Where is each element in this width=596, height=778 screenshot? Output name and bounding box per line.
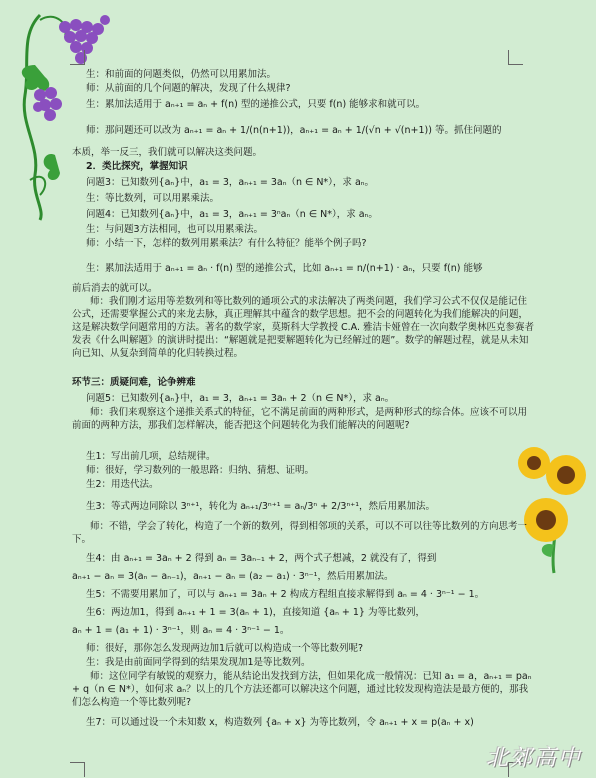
text-line: 师：小结一下，怎样的数列用累乘法？有什么特征？能举个例子吗? [86, 238, 367, 249]
sunflower-decoration [516, 445, 596, 575]
text-line: 生：与问题3方法相同，也可以用累乘法。 [86, 224, 264, 235]
problem-3: 问题3：已知数列{aₙ}中，a₁ = 3，aₙ₊₁ = 3aₙ（n ∈ N*），求 aₙ。 [86, 177, 375, 188]
text-line: 生5：不需要用累加了，可以与 aₙ₊₁ = 3aₙ + 2 构成方程组直接求解得到 aₙ = 4 · 3ⁿ⁻¹ − 1。 [86, 589, 485, 600]
text-line: 师：很好，那你怎么发现两边加1后就可以构造成一个等比数列呢? [86, 643, 364, 654]
text-line: 生4：由 aₙ₊₁ = 3aₙ + 2 得到 aₙ = 3aₙ₋₁ + 2，两个式子想减，2 就没有了，得到 [86, 553, 437, 564]
problem-4: 问题4：已知数列{aₙ}中，a₁ = 3，aₙ₊₁ = 3ⁿaₙ（n ∈ N*），求 aₙ。 [86, 209, 378, 220]
corner-mark-bottom-left [70, 762, 85, 777]
text-line: 生：我是由前面同学得到的结果发现加1是等比数列。 [86, 657, 311, 668]
corner-mark-top-right [508, 50, 523, 65]
text-line: 前后消去的就可以。 [72, 283, 158, 294]
text-line: aₙ₊₁ − aₙ = 3(aₙ − aₙ₋₁)，aₙ₊₁ − aₙ = (a₂ − a₁) · 3ⁿ⁻¹，然后用累加法。 [72, 571, 394, 582]
text-line: 生7：可以通过设一个未知数 x，构造数列 {aₙ + x} 为等比数列，令 aₙ₊₁ + x = p(aₙ + x) [86, 717, 474, 728]
watermark: 北郊高中 [485, 746, 582, 771]
paragraph: 师：不错，学会了转化，构造了一个新的数列，得到相邻项的关系，可以不可以往等比数列的方向思考一下。 [72, 521, 528, 545]
text-line: 本质，举一反三，我们就可以解决这类问题。 [72, 147, 263, 158]
problem-5: 问题5：已知数列{aₙ}中，a₁ = 3，aₙ₊₁ = 3aₙ + 2（n ∈ N*），求 aₙ。 [86, 393, 395, 404]
text-line: 生：等比数列，可以用累乘法。 [86, 193, 220, 204]
text-line: 师：从前面的几个问题的解决，发现了什么规律? [86, 83, 291, 94]
text-line: 师：那问题还可以改为 aₙ₊₁ = aₙ + 1/(n(n+1))，aₙ₊₁ = aₙ + 1/(√n + √(n+1)) 等。抓住问题的 [86, 125, 502, 136]
text-line: 生2：用迭代法。 [86, 479, 159, 490]
text-line: 生1：写出前几项，总结规律。 [86, 451, 216, 462]
text-line: 生3：等式两边同除以 3ⁿ⁺¹，转化为 aₙ₊₁/3ⁿ⁺¹ = aₙ/3ⁿ + 2/3ⁿ⁺¹，然后用累加法。 [86, 501, 436, 512]
corner-mark-top-left [70, 50, 85, 65]
text-line: 生：累加法适用于 aₙ₊₁ = aₙ + f(n) 型的递推公式，只要 f(n) 能够求和就可以。 [86, 99, 426, 110]
text-line: 师：很好，学习数列的一般思路：归纳、猜想、证明。 [86, 465, 315, 476]
section-heading: 环节三：质疑问难，论争辨难 [72, 377, 196, 388]
text-line: aₙ + 1 = (a₁ + 1) · 3ⁿ⁻¹，则 aₙ = 4 · 3ⁿ⁻¹ − 1。 [72, 625, 290, 636]
paragraph: 师：我们来观察这个递推关系式的特征，它不满足前面的两种形式，是两种形式的综合体。应该不可以用前面的两种方法，那我们怎样解决，能否把这个问题转化为我们能解决的问题呢? [72, 407, 528, 431]
text-line: 生：累加法适用于 aₙ₊₁ = aₙ · f(n) 型的递推公式，比如 aₙ₊₁ = n/(n+1) · aₙ，只要 f(n) 能够 [86, 263, 483, 274]
paragraph: 师：我们刚才运用等差数列和等比数列的通项公式的求法解决了两类问题，我们学习公式不仅仅是能记住公式，还需要掌握公式的来龙去脉，真正理解其中蕴含的数学思想。把不会的问题转化为我们能解决的问题，这是解决数学问题常用的方法。著名的数学家，莫斯科大学教授 C.A. 雅洁卡娅曾在一次向数学奥林匹克参赛者发表《什么叫解题》的演讲时提出：“解题就是把要解题转化为已经解过的题”。数学的解题过程，就是从未知向已知、从复杂到简单的化归转换过程。 [72, 296, 535, 359]
paragraph: 师：这位同学有敏锐的观察力，能从结论出发找到方法，但如果化成一般情况：已知 a₁ = a，aₙ₊₁ = paₙ + q（n ∈ N*），如何求 aₙ？以上的几个方法还都可以解决这个问题，通过比较发现构造法是最方便的，那我们怎么构造一个等比数列呢? [72, 671, 532, 708]
section-heading: 2．类比探究，掌握知识 [86, 161, 188, 172]
text-line: 生：和前面的问题类似，仍然可以用累加法。 [86, 69, 277, 80]
text-line: 生6：两边加1，得到 aₙ₊₁ + 1 = 3(aₙ + 1)，直接知道 {aₙ + 1} 为等比数列， [86, 607, 425, 618]
